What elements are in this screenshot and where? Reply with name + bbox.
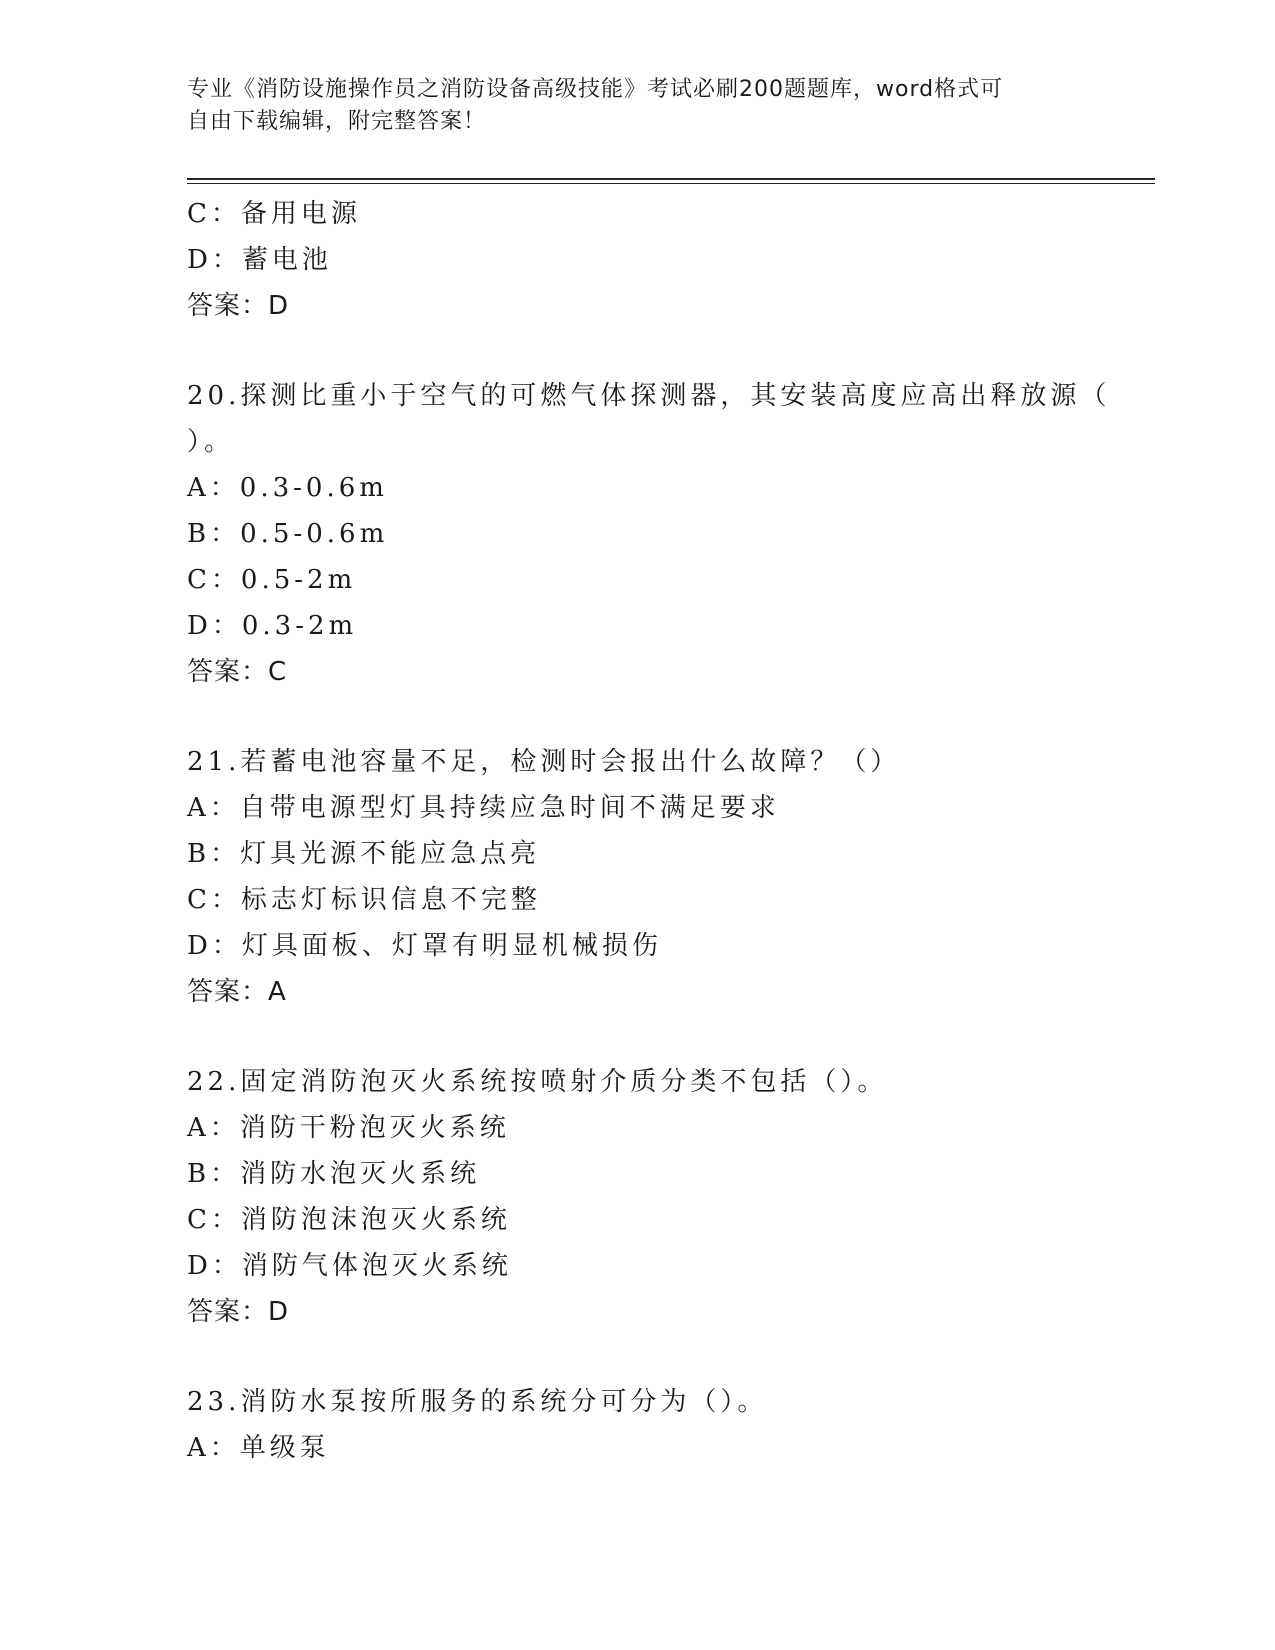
answer-line: 答案：C	[187, 657, 288, 687]
option-b: B：消防水泡灭火系统	[187, 1159, 481, 1189]
option-d: D：灯具面板、灯罩有明显机械损伤	[187, 931, 662, 961]
document-header	[187, 74, 1087, 138]
option-d: D：消防气体泡灭火系统	[187, 1251, 512, 1281]
question-23	[187, 1379, 1087, 1471]
option-d: D：蓄电池	[187, 245, 332, 275]
option-c: C：消防泡沫泡灭火系统	[187, 1205, 511, 1235]
option-b: B：0.5-0.6m	[187, 519, 389, 549]
option-c: C：0.5-2m	[187, 565, 357, 595]
question-20	[187, 373, 1111, 695]
question-stem: 22.固定消防泡灭火系统按喷射介质分类不包括（）。	[187, 1067, 888, 1097]
question-21	[187, 739, 1087, 1015]
answer-line: 答案：D	[187, 1297, 290, 1327]
header-divider-thin	[187, 183, 1155, 184]
option-d: D：0.3-2m	[187, 611, 358, 641]
header-line-2: 自由下载编辑，附完整答案！	[187, 109, 487, 134]
question-22	[187, 1059, 1087, 1335]
question-stem: 21.若蓄电池容量不足，检测时会报出什么故障？（）	[187, 747, 901, 777]
answer-line: 答案：D	[187, 291, 290, 321]
question-stem: 23.消防水泵按所服务的系统分可分为（）。	[187, 1387, 768, 1417]
option-a: A：单级泵	[187, 1433, 330, 1463]
option-b: B：灯具光源不能应急点亮	[187, 839, 541, 869]
question-stem-continued: ）。	[187, 427, 235, 457]
option-a: A：消防干粉泡灭火系统	[187, 1113, 510, 1143]
option-c: C：标志灯标识信息不完整	[187, 885, 541, 915]
header-divider-thick	[187, 178, 1155, 180]
option-a: A：自带电源型灯具持续应急时间不满足要求	[187, 793, 780, 823]
option-a: A：0.3-0.6m	[187, 473, 388, 503]
question-prev-continued	[187, 191, 1087, 329]
header-line-1: 专业《消防设施操作员之消防设备高级技能》考试必刷200题题库，word格式可	[187, 77, 1004, 102]
question-list	[187, 191, 1111, 1471]
question-stem: 20.探测比重小于空气的可燃气体探测器，其安装高度应高出释放源（	[187, 381, 1111, 411]
option-c: C：备用电源	[187, 199, 361, 229]
answer-line: 答案：A	[187, 977, 287, 1007]
